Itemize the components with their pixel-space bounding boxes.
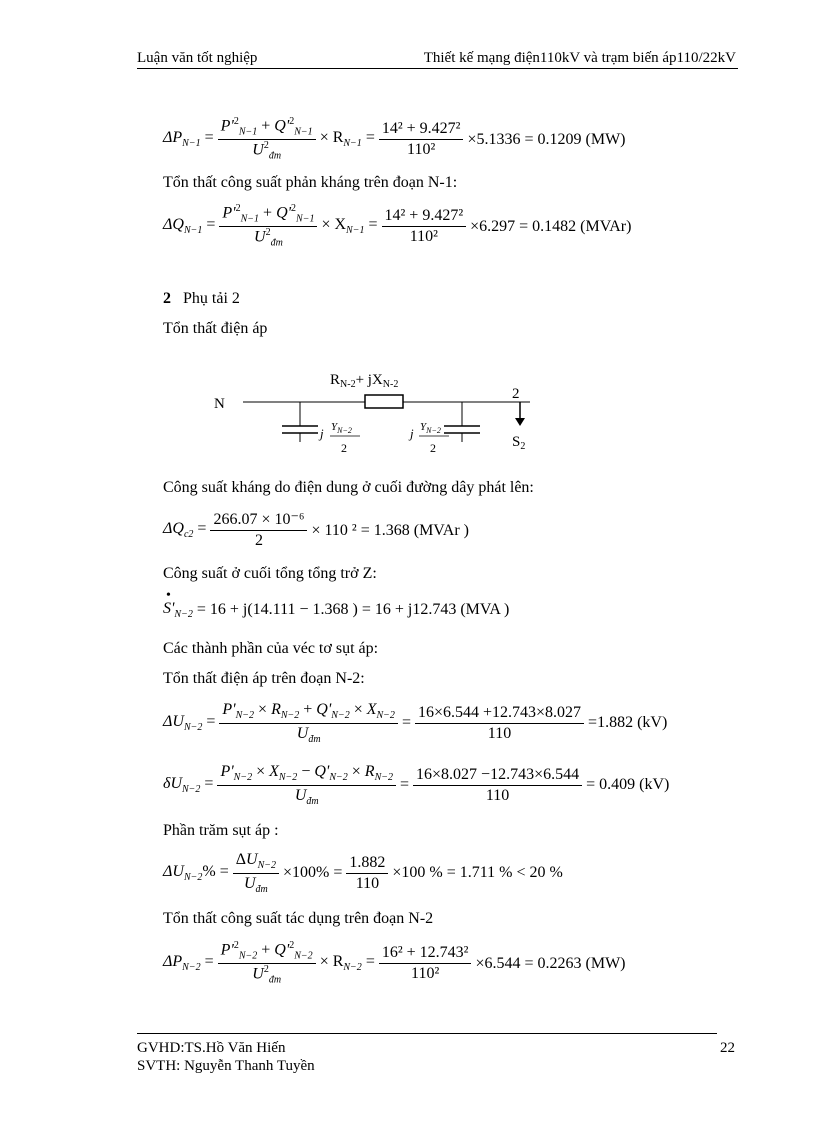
text-voltage-loss: Tổn thất điện áp: [163, 320, 268, 337]
footer-advisor: GVHD:TS.Hồ Văn Hiến: [137, 1040, 286, 1056]
header-rule: [137, 68, 738, 69]
node-n-label: N: [214, 396, 225, 412]
footer-rule: [137, 1033, 717, 1034]
svg-text:YN−2: $Y_{N-2}$: [420, 421, 441, 435]
text-power-end: Công suất ở cuối tổng tổng trở Z:: [163, 565, 377, 582]
load-arrow: [515, 418, 525, 426]
equation-delta-p-n1: $\Delta P_{N-1}$ = $\frac{P'^2_{N-1} + Q'^2_{N-1}}{U^2_{đm}}$ × $R_{N-1}$ = $\frac{\text{14² + 9.427²}}{\text{110²}}$ ×5.1336 = 0.1209 (MW): [163, 116, 626, 162]
section-heading: 2 Phụ tải 2: [163, 290, 240, 307]
impedance-resistor: [365, 395, 403, 408]
svg-text:2: 2: [430, 441, 436, 455]
text-vector-components: Các thành phần của véc tơ sụt áp:: [163, 640, 379, 657]
header-left: Luận văn tốt nghiệp: [137, 50, 258, 66]
text-active-loss-n2: Tổn thất công suất tác dụng trên đoạn N-2: [163, 910, 434, 927]
equation-delta-qc2: $\Delta Q_{c2}$ = $\frac{\text{266.07 × 10⁻⁶}}{2}$ × 110 ² = 1.368 (MVAr ): [163, 511, 469, 549]
page-number: 22: [720, 1040, 735, 1056]
svg-text:j: j: [320, 426, 324, 441]
pi-circuit-diagram: [200, 362, 560, 462]
equation-delta-p-n2: $\Delta P_{N-2}$ = $\frac{P'^2_{N-2} + Q'^2_{N-2}}{U^2_{đm}}$ × $R_{N-2}$ = $\frac{\text{16² + 12.743²}}{\text{110²}}$ ×6.544 = 0.2263 (MW): [163, 940, 626, 986]
text-reactive-loss-n1: Tổn thất công suất phản kháng trên đoạn N-1:: [163, 174, 458, 191]
text-percent-drop: Phần trăm sụt áp :: [163, 822, 279, 839]
header-right: Thiết kế mạng điện110kV và trạm biến áp110/22kV: [423, 50, 736, 66]
text-capacitive-power: Công suất kháng do điện dung ở cuối đường dây phát lên:: [163, 479, 534, 496]
impedance-label: $R_{N-2}+ jX_{N-2}$: [330, 372, 399, 390]
svg-text:YN−2: $Y_{N-2}$: [331, 421, 352, 435]
svg-text:2: 2: [341, 441, 347, 455]
svg-text:j: j: [410, 426, 414, 441]
equation-delta-q-n1: $\Delta Q_{N-1}$ = $\frac{P'^2_{N-1} + Q'^2_{N-1}}{U^2_{đm}}$ × $X_{N-1}$ = $\frac{\text{14² + 9.427²}}{\text{110²}}$ ×6.297 = 0.1482 (MVAr): [163, 203, 632, 249]
equation-delta-u-transverse-n2: $\delta U_{N-2}$ = $\frac{P'_{N-2} \times X_{N-2} - Q'_{N-2} \times R_{N-2}}{U_{đm}}$ = $\frac{16\times 8.027 -12.743\times 6.544}{110}$ = 0.409 (kV): [163, 763, 670, 807]
equation-percent-drop: $\Delta U_{N-2}\%$ = $\frac{\Delta U_{N-2}}{U_{đm}}$ ×100% = $\frac{1.882}{110}$ ×100 % = 1.711 % < 20 %: [163, 851, 563, 895]
equation-delta-u-n2: $\Delta U_{N-2}$ = $\frac{P'_{N-2} \times R_{N-2} + Q'_{N-2} \times X_{N-2}}{U_{đm}}$ = $\frac{16\times 6.544 +12.743\times 8.027}{110}$ =1.882 (kV): [163, 701, 668, 745]
text-voltage-loss-n2: Tổn thất điện áp trên đoạn N-2:: [163, 670, 365, 687]
footer-student: SVTH: Nguyễn Thanh Tuyền: [137, 1058, 315, 1074]
equation-s-n2: • $S'_{N-2}$ = 16 + j(14.111 − 1.368 ) = 16 + j12.743 (MVA ): [163, 588, 510, 621]
node-2-label: 2: [512, 386, 520, 402]
load-label: $S_2$: [512, 434, 526, 452]
